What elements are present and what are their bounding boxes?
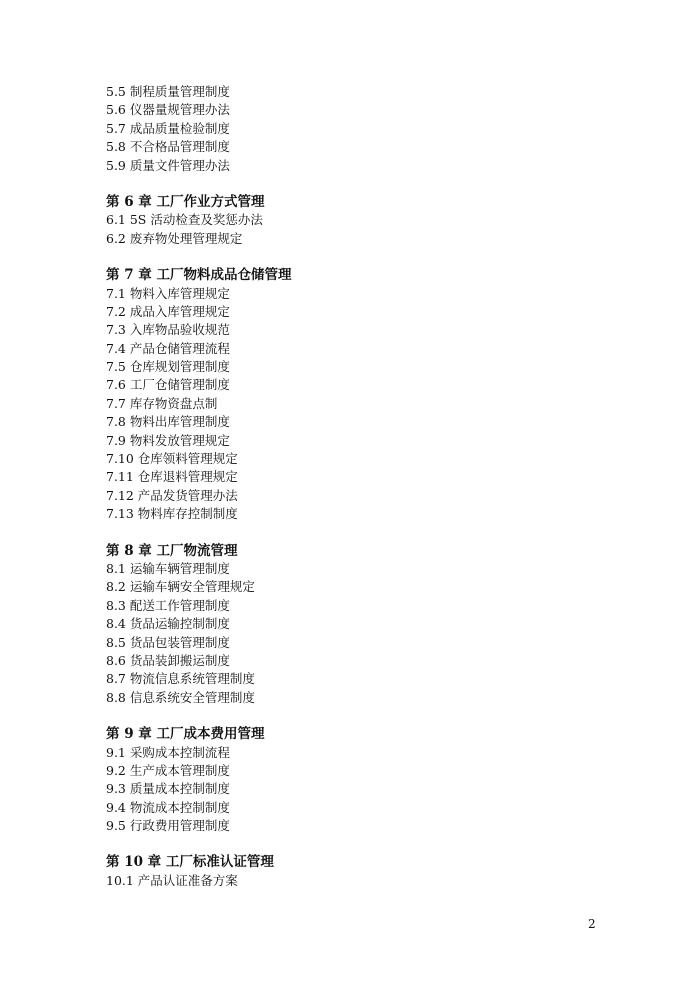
toc-item: 8.7 物流信息系统管理制度 [106,671,255,687]
chapter-heading: 第 9 章 工厂成本费用管理 [106,726,265,743]
chapter-heading: 第 7 章 工厂物料成品仓储管理 [106,267,292,284]
toc-item: 8.4 货品运输控制制度 [106,616,230,632]
toc-item: 7.7 库存物资盘点制 [106,395,218,411]
toc-item: 5.7 成品质量检验制度 [106,120,230,136]
toc-item: 8.5 货品包装管理制度 [106,634,230,650]
toc-item: 9.5 行政费用管理制度 [106,818,230,834]
toc-item: 6.2 废弃物处理管理规定 [106,230,243,246]
toc-section [106,853,626,890]
toc-item: 5.5 制程质量管理制度 [106,84,230,99]
chapter-heading: 第 10 章 工厂标准认证管理 [106,854,274,871]
page-number: 2 [588,917,596,931]
toc-section [106,83,626,175]
chapter-heading: 第 8 章 工厂物流管理 [106,542,238,559]
toc-item: 9.1 采购成本控制流程 [106,744,230,760]
toc-item: 7.4 产品仓储管理流程 [106,340,230,356]
toc-item: 5.6 仪器量规管理办法 [106,102,230,118]
toc-item: 8.6 货品装卸搬运制度 [106,652,230,668]
toc-item: 8.2 运输车辆安全管理规定 [106,579,255,595]
toc-item: 7.5 仓库规划管理制度 [106,359,230,375]
toc-item: 10.1 产品认证准备方案 [106,872,238,888]
toc-item: 7.2 成品入库管理规定 [106,303,230,319]
toc-section [106,542,626,708]
chapter-heading: 第 6 章 工厂作业方式管理 [106,193,265,210]
toc-item: 7.13 物料库存控制制度 [106,506,238,522]
toc-page [106,83,626,908]
toc-item: 7.3 入库物品验收规范 [106,322,230,338]
toc-item: 7.12 产品发货管理办法 [106,487,238,503]
toc-item: 6.1 5S 活动检查及奖惩办法 [106,212,263,228]
toc-item: 9.2 生产成本管理制度 [106,762,230,778]
toc-item: 7.8 物料出库管理制度 [106,414,230,430]
toc-item: 9.3 质量成本控制制度 [106,781,230,797]
toc-item: 7.10 仓库领料管理规定 [106,451,238,467]
toc-item: 8.3 配送工作管理制度 [106,597,230,613]
toc-section [106,193,626,248]
toc-item: 5.9 质量文件管理办法 [106,157,230,173]
toc-item: 7.6 工厂仓储管理制度 [106,377,230,393]
toc-section [106,725,626,835]
toc-section [106,266,626,523]
toc-item: 7.1 物料入库管理规定 [106,285,230,301]
toc-item: 8.8 信息系统安全管理制度 [106,689,255,705]
toc-item: 8.1 运输车辆管理制度 [106,560,230,576]
toc-item: 7.9 物料发放管理规定 [106,432,230,448]
toc-item: 7.11 仓库退料管理规定 [106,469,238,485]
toc-item: 5.8 不合格品管理制度 [106,139,230,155]
toc-item: 9.4 物流成本控制制度 [106,799,230,815]
